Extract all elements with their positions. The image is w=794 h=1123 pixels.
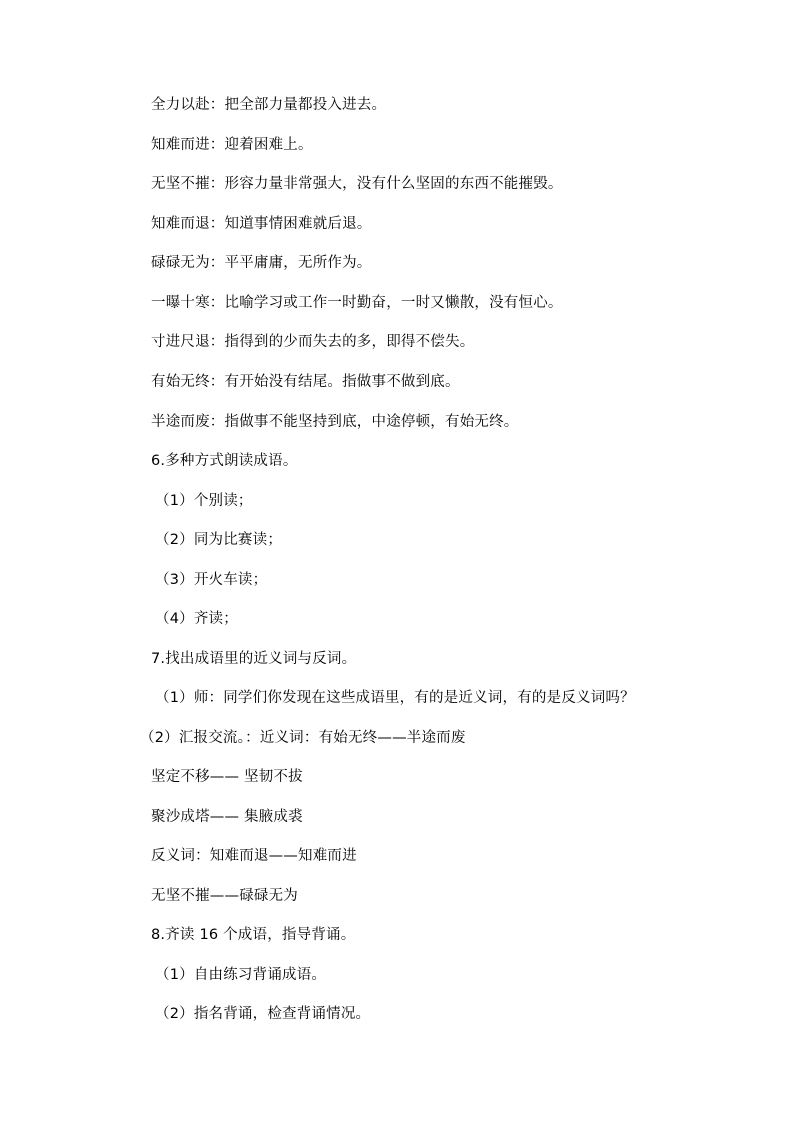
definition-quanliyifu: 全力以赴：把全部力量都投入进去。 — [151, 97, 387, 113]
synonym-pair: 坚定不移—— 坚韧不拔 — [151, 769, 303, 785]
antonym-pair: 反义词：知难而退——知难而进 — [151, 848, 357, 864]
list-item: （2）指名背诵，检查背诵情况。 — [155, 1006, 371, 1022]
definition-cunjinchitui: 寸进尺退：指得到的少而失去的多，即得不偿失。 — [151, 334, 475, 350]
list-item: （1）师：同学们你发现在这些成语里，有的是近义词，有的是反义词吗？ — [155, 690, 635, 706]
definition-bantuerfei: 半途而废：指做事不能坚持到底，中途停顿，有始无终。 — [151, 414, 519, 430]
definition-zhinanertui: 知难而退：知道事情困难就后退。 — [151, 216, 372, 232]
definition-zhinanerjin: 知难而进：迎着困难上。 — [151, 137, 313, 153]
antonym-pair: 无坚不摧——碌碌无为 — [151, 888, 298, 904]
list-item: （1）自由练习背诵成语。 — [155, 967, 327, 983]
list-item: （4）齐读； — [155, 611, 238, 627]
list-item: （3）开火车读； — [155, 572, 268, 588]
list-item: （1）个别读； — [155, 493, 253, 509]
section-heading-6: 6.多种方式朗读成语。 — [151, 453, 298, 469]
definition-youshiwuzhong: 有始无终：有开始没有结尾。指做事不做到底。 — [151, 374, 460, 390]
definition-wujianbucui: 无坚不摧：形容力量非常强大，没有什么坚固的东西不能摧毁。 — [151, 176, 563, 192]
synonym-pair: 聚沙成塔—— 集腋成裘 — [151, 809, 303, 825]
section-heading-8: 8.齐读 16 个成语，指导背诵。 — [151, 927, 356, 943]
definition-yipushihan: 一曝十寒：比喻学习或工作一时勤奋，一时又懒散，没有恒心。 — [151, 295, 563, 311]
list-item: （2）同为比赛读； — [155, 532, 283, 548]
list-item: （2）汇报交流。：近义词：有始无终——半途而废 — [140, 730, 466, 746]
section-heading-7: 7.找出成语里的近义词与反词。 — [151, 651, 357, 667]
definition-lulu-wuwei: 碌碌无为：平平庸庸，无所作为。 — [151, 255, 372, 271]
